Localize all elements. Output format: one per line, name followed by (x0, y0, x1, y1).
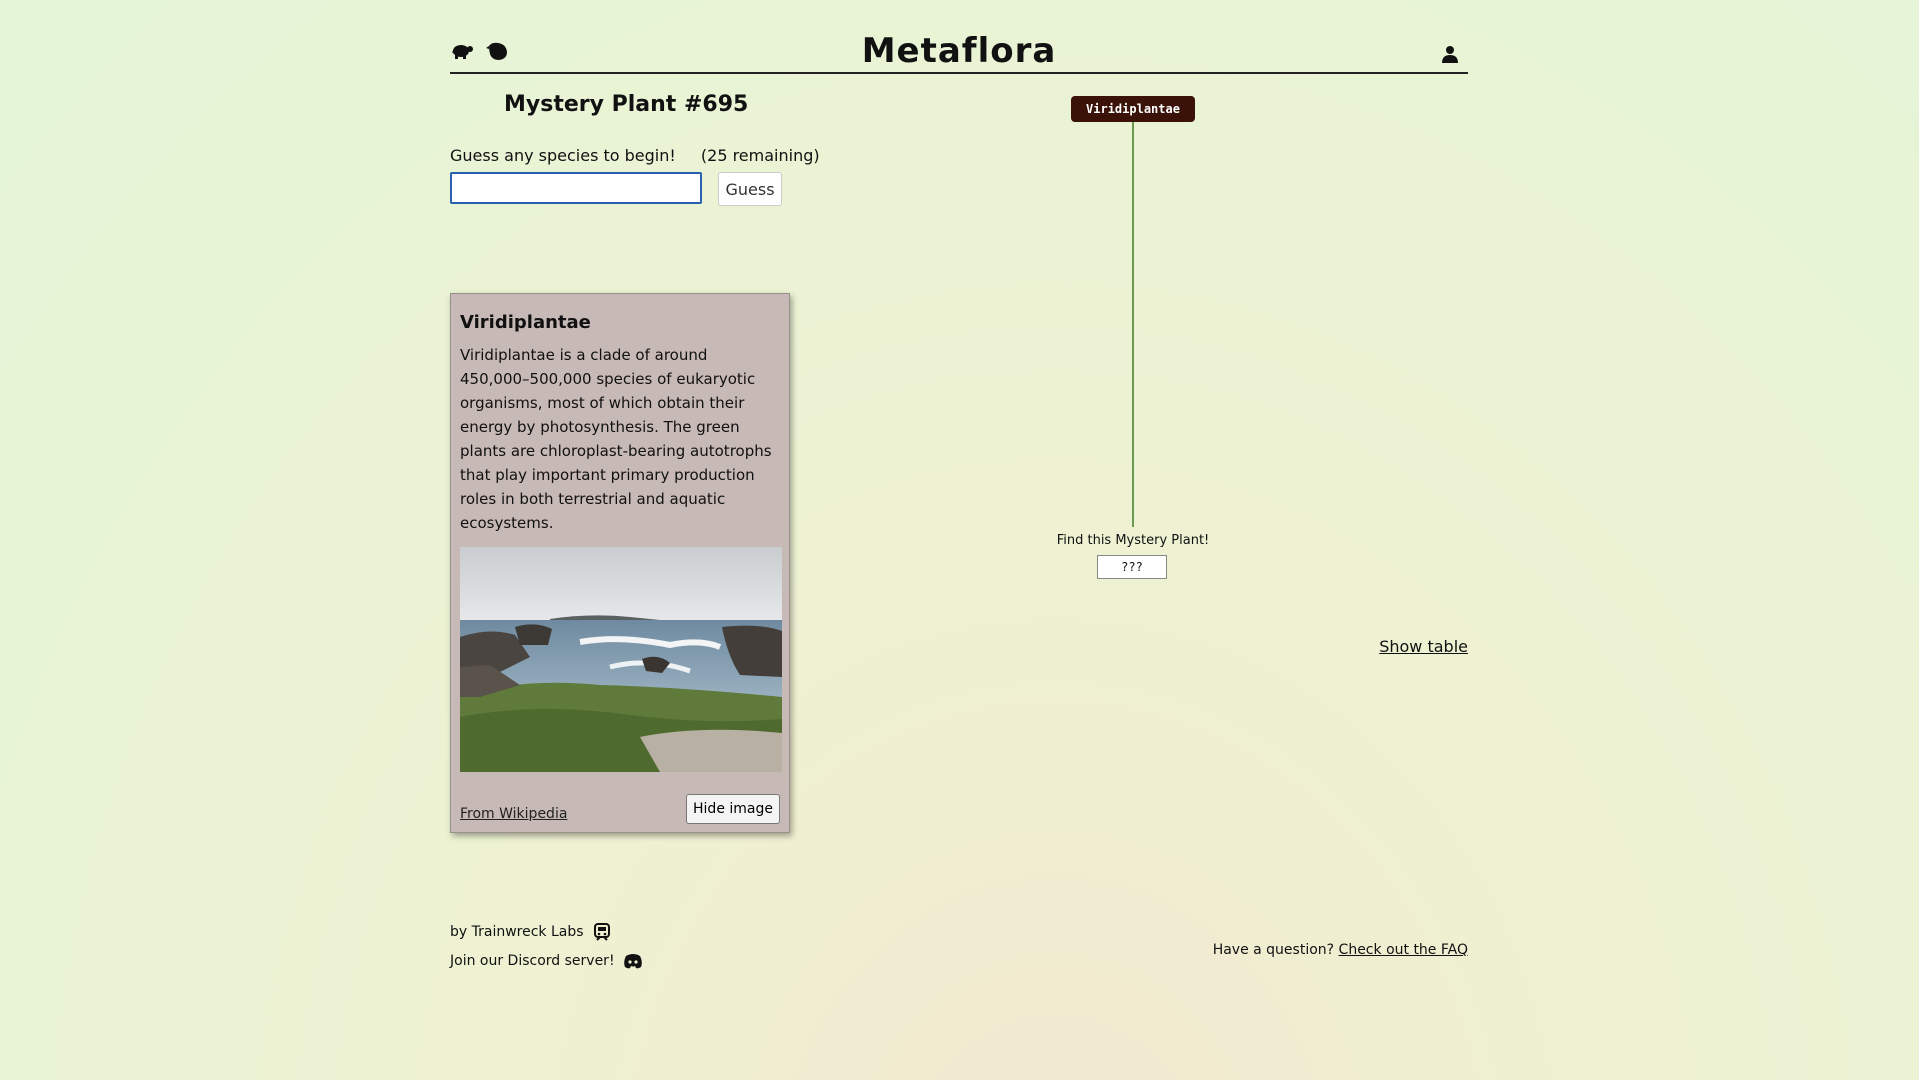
card-description: Viridiplantae is a clade of around 450,000–500,000 species of eukaryotic organisms, most of which obtain their energy by photosynthesis. The green plants are chloroplast-bearing autotrophs that play important primary production roles in both terrestrial and aquatic ecosystems. (460, 346, 772, 532)
hide-image-button[interactable]: Hide image (686, 794, 780, 824)
footer-credit (450, 923, 612, 941)
guess-input[interactable] (450, 172, 702, 204)
guess-button[interactable]: Guess (718, 172, 782, 206)
footer-discord (450, 952, 643, 970)
puzzle-title: Mystery Plant #695 (504, 92, 749, 117)
discord-text: Join our Discord server! (450, 953, 615, 969)
mystery-node: ??? (1097, 555, 1167, 579)
wikipedia-link[interactable]: From Wikipedia (460, 806, 568, 822)
user-icon[interactable] (1440, 44, 1460, 64)
site-header (450, 30, 1468, 74)
tree-root-node[interactable]: Viridiplantae (1071, 96, 1195, 122)
prompt-text: Guess any species to begin! (450, 146, 676, 165)
show-table-link[interactable]: Show table (1379, 637, 1468, 656)
card-image (460, 547, 782, 772)
find-mystery-label: Find this Mystery Plant! (1056, 533, 1210, 548)
footer-faq (1213, 942, 1468, 958)
tree-branch-line (1132, 122, 1134, 527)
page-container (450, 0, 1468, 1080)
train-icon[interactable] (592, 923, 612, 941)
faq-link[interactable]: Check out the FAQ (1338, 942, 1468, 958)
remaining-count: (25 remaining) (700, 146, 820, 165)
credit-text: by Trainwreck Labs (450, 924, 584, 940)
guess-prompt (450, 146, 820, 165)
discord-icon[interactable] (623, 952, 643, 970)
site-title[interactable]: Metaflora (861, 31, 1057, 71)
faq-prefix: Have a question? (1212, 942, 1335, 958)
card-title: Viridiplantae (460, 312, 591, 333)
info-card (450, 293, 790, 833)
